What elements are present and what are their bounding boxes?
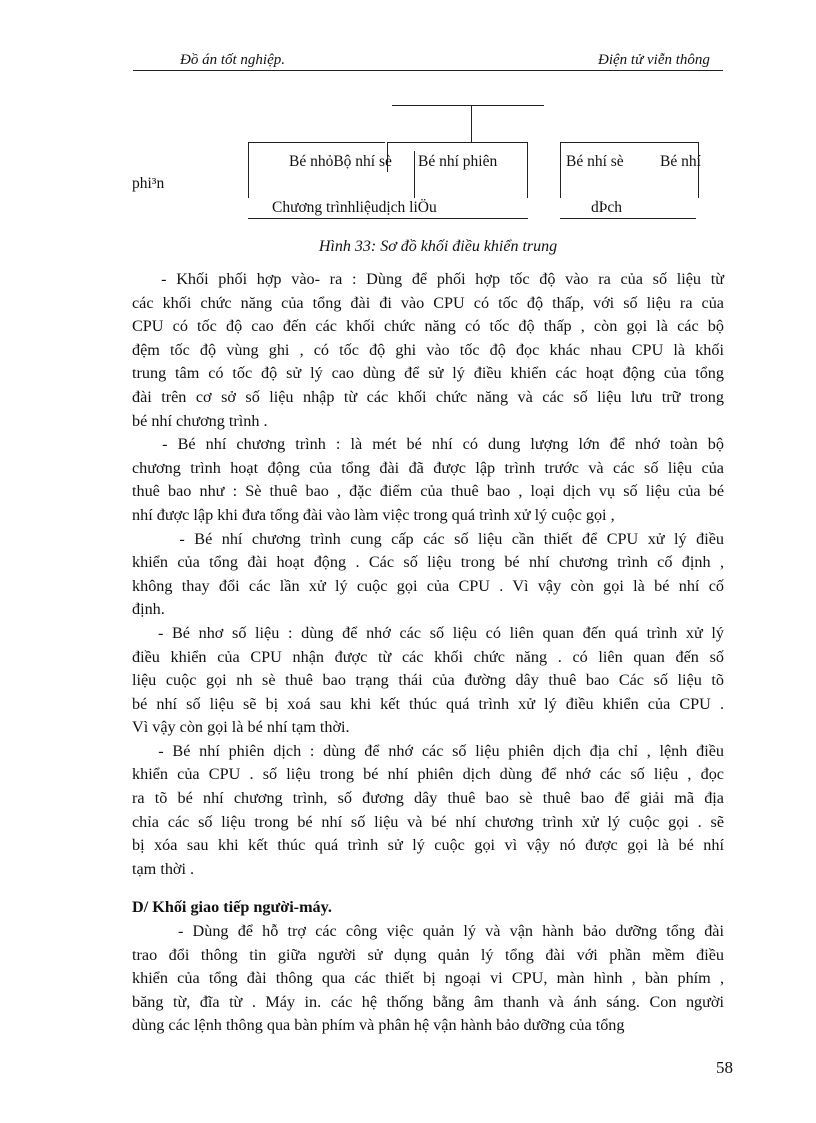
box1-bottom-label: Chương trìnhliệudịch liÖu xyxy=(272,199,437,216)
block-diagram xyxy=(0,95,816,230)
paragraph xyxy=(132,622,724,740)
paragraph xyxy=(132,920,724,1038)
text-line: khiển của tổng đài thông qua các thiết bị ngoại vi CPU, màn hình , bàn phím , xyxy=(132,969,724,988)
text-line: định. xyxy=(132,600,165,619)
text-line: khiển của CPU . số liệu trong bé nhí phiên dịch dùng để nhớ các số liệu , đọc xyxy=(132,765,724,784)
text-line: CPU có tốc độ cao đến các khối chức năng có tốc độ thấp , còn gọi là các bộ xyxy=(132,317,724,336)
box3-top xyxy=(560,142,699,143)
text-line: - Bé nhí phiên dịch : dùng để nhớ các số liệu phiên dịch địa chỉ , lệnh điều xyxy=(132,741,724,760)
box3-top-label-a: Bé nhí sè xyxy=(566,153,624,170)
text-line: - Bé nhí chương trình : là mét bé nhí có dung lượng lớn để nhớ toàn bộ xyxy=(132,435,724,454)
header-rule xyxy=(133,70,723,71)
paragraph xyxy=(132,528,724,622)
text-line: trung tâm có tốc độ sử lý cao dùng để sử lý điều khiển các hoạt động của tổng xyxy=(132,364,724,383)
paragraph xyxy=(132,433,724,527)
text-line: đệm tốc độ vùng ghi , có tốc độ ghi vào tốc độ đọc khác nhau CPU là khối xyxy=(132,340,724,359)
text-line: chỉa các số liệu trong bé nhí số liệu và bé nhí chương trình xử lý cuộc gọi . sẽ xyxy=(132,812,724,831)
box3-bottom xyxy=(560,218,696,219)
paragraph xyxy=(132,740,724,882)
text-line: liệu cuộc gọi nh sè thuê bao trạng thái của đường dây thuê bao Các số liệu tõ xyxy=(132,671,724,690)
text-line: Vì vậy còn gọi là bé nhí tạm thời. xyxy=(132,718,350,737)
section-paragraph xyxy=(132,920,724,1038)
diagram-connector xyxy=(471,105,472,142)
box1-inner-left xyxy=(414,151,415,198)
box1-top xyxy=(248,142,385,143)
text-line: dùng các lệnh thông qua bàn phím và phân hệ vận hành bảo dưỡng của tổng xyxy=(132,1016,625,1035)
box3-left xyxy=(560,142,561,198)
box1-bottom xyxy=(248,218,528,219)
text-line: ra tõ bé nhí chương trình, số đương dây thuê bao sè thuê bao để giải mã địa xyxy=(132,789,724,808)
text-line: - Dùng để hỗ trợ các công việc quản lý và vận hành bảo dưỡng tổng đài xyxy=(132,922,724,941)
diagram-bus-line xyxy=(392,105,544,106)
header-right: Điện tử viễn thông xyxy=(598,52,710,68)
paragraph xyxy=(132,268,724,433)
box2-top-label: Bé nhí phiên xyxy=(418,153,498,170)
diagram-left-label: phi³n xyxy=(132,175,165,192)
text-line: đài trên cơ sở số liệu nhập từ các khối chức năng và các số liệu lưu trữ trong xyxy=(132,387,724,406)
text-line: - Bé nhơ số liệu : dùng để nhớ các số liệu có liên quan đến quá trình xử lý xyxy=(132,623,724,642)
text-line: - Bé nhí chương trình cung cấp các số liệu cần thiết để CPU xử lý điều xyxy=(132,529,724,548)
diagram-branch-right-drop xyxy=(527,142,528,198)
body-text xyxy=(132,268,724,1038)
header-left: Đồ án tốt nghiệp. xyxy=(180,52,285,68)
page-number: 58 xyxy=(716,1058,733,1077)
box1-left xyxy=(248,142,249,198)
text-line: trao đổi thông tin giữa người sử dụng quản lý tổng đài với phần mềm điều xyxy=(132,945,724,964)
text-line: bé nhí số liệu sẽ bị xoá sau khi kết thúc quá trình xử lý điều khiển của CPU . xyxy=(132,694,724,713)
text-line: khiển của tổng đài hoạt động . Các số liệu trong bé nhí chương trình cố định , xyxy=(132,553,724,572)
text-line: thuê bao như : Sè thuê bao , đặc điểm của thuê bao , loại dịch vụ số liệu của bé xyxy=(132,482,724,501)
text-line: tạm thời . xyxy=(132,859,195,878)
text-line: băng từ, đĩa từ . Máy in. các hệ thống bằng âm thanh và ánh sáng. Con người xyxy=(132,992,724,1011)
box3-bottom-label: dÞch xyxy=(591,199,622,216)
text-line: không thay đổi các lần xử lý cuộc gọi của CPU . Vì vậy còn gọi là bé nhí cố xyxy=(132,576,724,595)
diagram-branch-line xyxy=(387,142,528,143)
section-title: D/ Khối giao tiếp người-máy. xyxy=(132,898,332,917)
text-line: nhí được lập khi đưa tổng đài vào làm việc trong quá trình xử lý cuộc gọi , xyxy=(132,505,615,524)
box3-top-label-b: Bé nhí xyxy=(660,153,701,170)
figure-caption: Hình 33: Sơ đồ khối điều khiển trung xyxy=(318,238,558,255)
paragraph-list xyxy=(132,268,724,881)
text-line: các khối chức năng của tổng đài đi vào CPU có tốc độ thấp, với số liệu ra của xyxy=(132,293,724,312)
text-line: bị xóa sau khi kết thúc quá trình sử lý cuộc gọi vì vậy nó được gọi là bé nhí xyxy=(132,836,724,855)
text-line: bé nhí chương trình . xyxy=(132,411,268,430)
box1-top-label: Bé nhỏBộ nhí sè xyxy=(289,153,392,170)
text-line: chương trình hoạt động của tổng đài đã được lập trình trước và các số liệu của xyxy=(132,458,724,477)
text-line: - Khối phối hợp vào- ra : Dùng để phối hợp tốc độ vào ra của số liệu từ xyxy=(132,270,724,288)
text-line: điều khiển của CPU nhận được từ các khối chức năng . có liên quan đến số xyxy=(132,647,724,666)
